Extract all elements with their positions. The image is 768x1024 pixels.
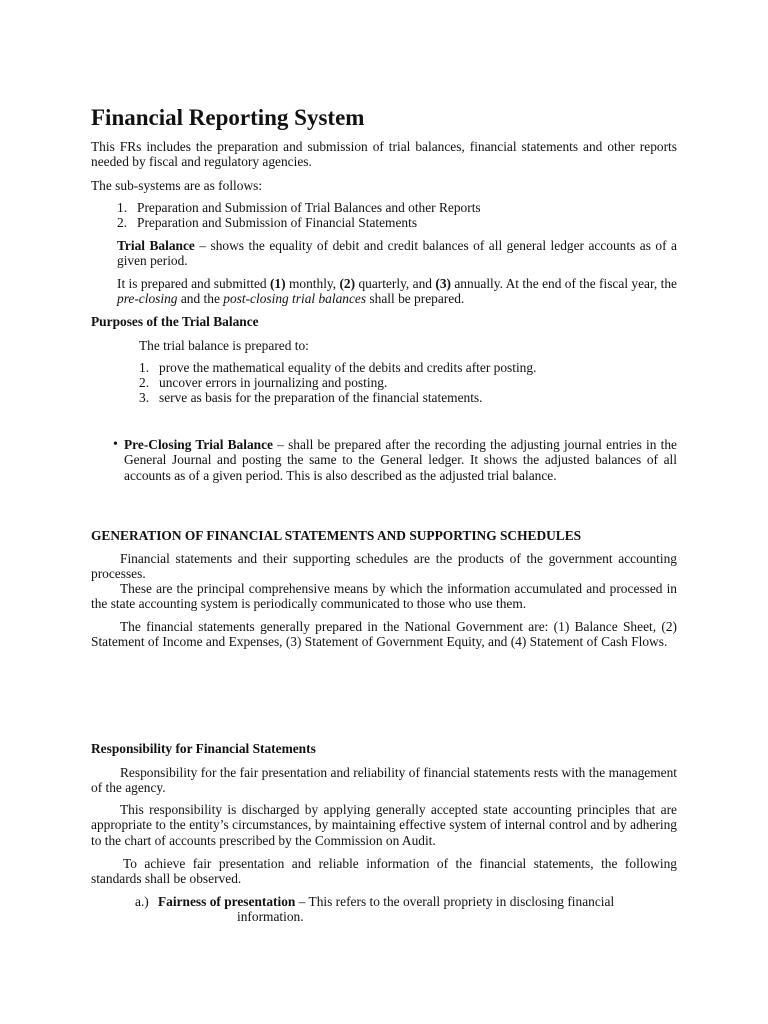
responsibility-paragraph-1: Responsibility for the fair presentation and reliability of financial statements rests with the management of the agency. <box>91 765 677 796</box>
purposes-heading: Purposes of the Trial Balance <box>91 314 259 329</box>
standard-a-text: – This refers to the overall propriety in disclosing financial <box>295 894 615 909</box>
responsibility-paragraph-2: This responsibility is discharged by applying generally accepted state accounting principles that are appropriate to the entity’s circumstances, by maintaining effective system of internal control and by adhering to the chart of accounts prescribed by the Commission on Audit. <box>91 802 677 848</box>
purposes-intro: The trial balance is prepared to: <box>139 338 309 353</box>
generation-paragraph-2: These are the principal comprehensive means by which the information accumulated and processed in the state accounting system is periodically communicated to those who use them. <box>91 581 677 612</box>
list-item <box>117 215 417 231</box>
text-run: monthly, <box>285 276 340 291</box>
standard-a-term: Fairness of presentation <box>158 894 296 909</box>
list-number: 1. <box>117 200 128 215</box>
responsibility-heading: Responsibility for Financial Statements <box>91 741 316 756</box>
list-text: uncover errors in journalizing and posting. <box>159 375 388 390</box>
text-run: post-closing trial balances <box>223 291 367 307</box>
list-text: prove the mathematical equality of the debits and credits after posting. <box>159 360 537 375</box>
page-title: Financial Reporting System <box>91 105 365 130</box>
list-number: 2. <box>117 215 128 230</box>
generation-heading: GENERATION OF FINANCIAL STATEMENTS AND SUPPORTING SCHEDULES <box>91 528 582 543</box>
list-text: serve as basis for the preparation of the financial statements. <box>159 390 483 405</box>
trial-balance-term: Trial Balance <box>117 238 195 253</box>
subsystems-intro: The sub-systems are as follows: <box>91 178 263 193</box>
list-item <box>139 375 387 391</box>
text-run: and the <box>177 291 224 307</box>
text-run: annually. At the end of the fiscal year, the <box>450 276 677 291</box>
text-run: quarterly, and <box>355 276 436 291</box>
trial-balance-definition <box>117 238 677 269</box>
standard-a <box>135 894 677 909</box>
list-item <box>117 200 481 216</box>
text-run: pre-closing <box>117 291 178 307</box>
prepared-paragraph <box>117 276 677 307</box>
list-item <box>139 360 536 376</box>
bullet-icon: • <box>113 437 118 452</box>
pre-closing-definition <box>124 437 677 483</box>
generation-paragraph-3: The financial statements generally prepared in the National Government are: (1) Balance Sheet, (2) Statement of Income and Expenses, (3) Statement of Government Equity, and (4) Statement of Cash Flows. <box>91 619 677 650</box>
pre-closing-text: – shall be prepared after the recording the adjusting journal entries in the General Journal and posting the same to the General ledger. It shows the adjusted balances of all accounts as of a given period. This is also described as the adjusted trial balance. <box>124 437 677 483</box>
list-text: Preparation and Submission of Financial Statements <box>137 215 418 230</box>
text-run: shall be prepared. <box>366 291 465 307</box>
text-run: (1) <box>269 276 286 291</box>
intro-paragraph: This FRs includes the preparation and submission of trial balances, financial statements and other reports needed by fiscal and regulatory agencies. <box>91 139 677 170</box>
standard-a-label: a.) <box>135 894 149 909</box>
generation-paragraph-1: Financial statements and their supporting schedules are the products of the government accounting processes. <box>91 551 677 582</box>
list-number: 2. <box>139 375 150 390</box>
standard-a-continuation: information. <box>237 909 304 924</box>
list-number: 1. <box>139 360 150 375</box>
list-text: Preparation and Submission of Trial Balances and other Reports <box>137 200 481 215</box>
text-run: (3) <box>435 276 451 291</box>
trial-balance-text: – shows the equality of debit and credit balances of all general ledger accounts as of a given period. <box>117 238 677 269</box>
list-number: 3. <box>139 390 150 405</box>
text-run: (2) <box>339 276 356 291</box>
text-run: It is prepared and submitted <box>117 276 270 291</box>
list-item <box>139 390 483 406</box>
pre-closing-term: Pre-Closing Trial Balance <box>124 437 273 452</box>
responsibility-paragraph-3: To achieve fair presentation and reliable information of the financial statements, the following standards shall be observed. <box>91 856 677 887</box>
